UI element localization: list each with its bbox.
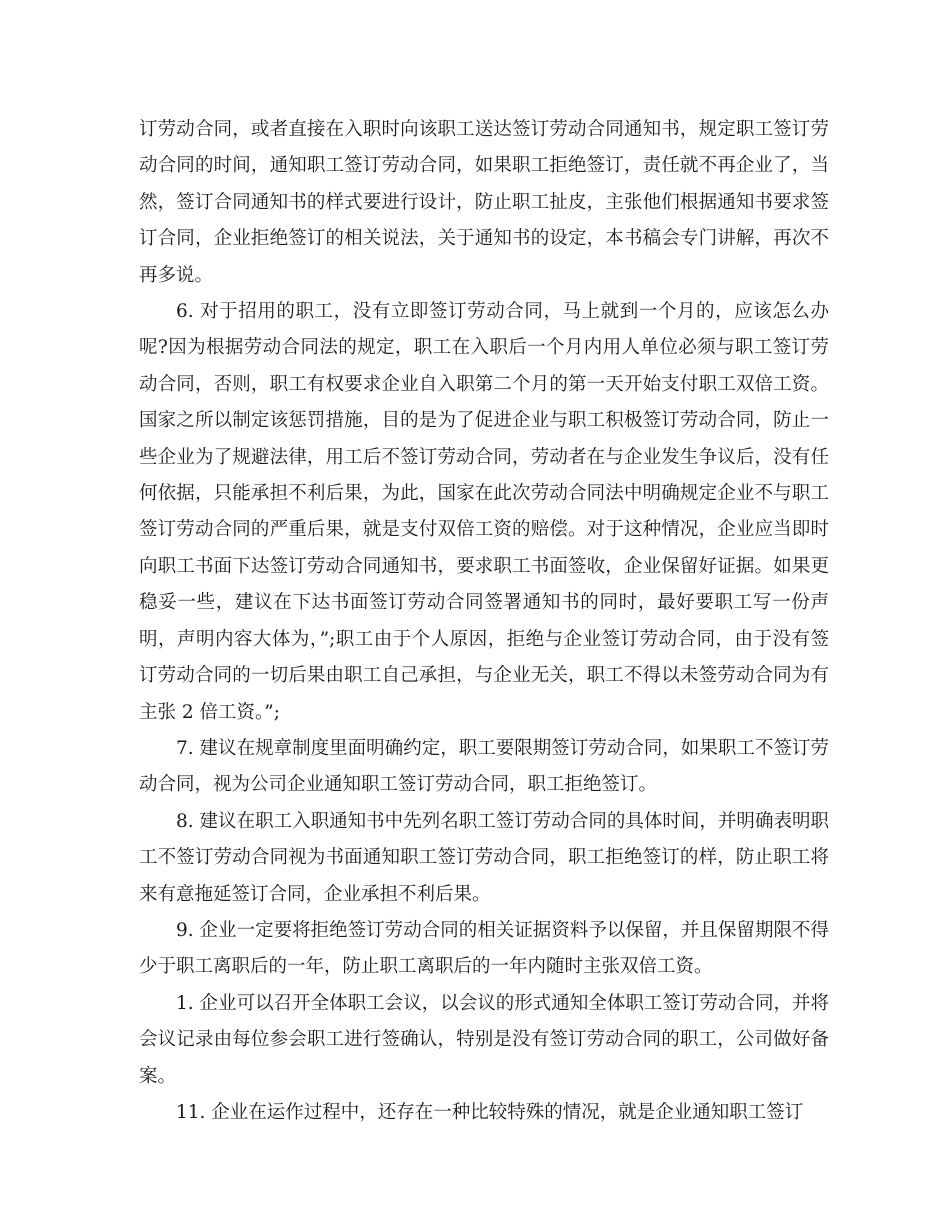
paragraph-continuation: 订劳动合同，或者直接在入职时向该职工送达签订劳动合同通知书，规定职工签订劳动合同的时间，通知职工签订劳动合同，如果职工拒绝签订，责任就不再企业了，当然，签订合同通知书的样式要进行设计，防止职工扯皮，主张他们根据通知书要求签订合同，企业拒绝签订的相关说法，关于通知书的设定，本书稿会专门讲解，再次不再多说。 xyxy=(139,119,829,286)
paragraph-item-8: 8. 建议在职工入职通知书中先列名职工签订劳动合同的具体时间，并明确表明职工不签订劳动合同视为书面通知职工签订劳动合同，职工拒绝签订的样，防止职工将来有意拖延签订合同，企业承担不利后果。 xyxy=(139,810,829,905)
paragraph-item-1: 1. 企业可以召开全体职工会议，以会议的形式通知全体职工签订劳动合同，并将会议记录由每位参会职工进行签确认，特别是没有签订劳动合同的职工，公司做好备案。 xyxy=(139,992,829,1087)
paragraph-item-6: 6. 对于招用的职工，没有立即签订劳动合同，马上就到一个月的，应该怎么办呢?因为根据劳动合同法的规定，职工在入职后一个月内用人单位必须与职工签订劳动合同，否则，职工有权要求企业自入职第二个月的第一天开始支付职工双倍工资。国家之所以制定该惩罚措施，目的是为了促进企业与职工积极签订劳动合同，防止一些企业为了规避法律，用工后不签订劳动合同，劳动者在与企业发生争议后，没有任何依据，只能承担不利后果，为此，国家在此次劳动合同法中明确规定企业不与职工签订劳动合同的严重后果，就是支付双倍工资的赔偿。对于这种情况，企业应当即时向职工书面下达签订劳动合同通知书，要求职工书面签收，企业保留好证据。如果更稳妥一些，建议在下达书面签订劳动合同签署通知书的同时，最好要职工写一份声明，声明内容大体为，”;职工由于个人原因，拒绝与企业签订劳动合同，由于没有签订劳动合同的一切后果由职工自己承担，与企业无关，职工不得以未签劳动合同为有主张 2 倍工资。”; xyxy=(139,301,829,723)
paragraph-item-9: 9. 企业一定要将拒绝签订劳动合同的相关证据资料予以保留，并且保留期限不得少于职工离职后的一年，防止职工离职后的一年内随时主张双倍工资。 xyxy=(139,919,829,978)
document-body xyxy=(139,112,829,1131)
paragraph-item-7: 7. 建议在规章制度里面明确约定，职工要限期签订劳动合同，如果职工不签订劳动合同，视为公司企业通知职工签订劳动合同，职工拒绝签订。 xyxy=(139,737,829,796)
paragraph-item-11: 11. 企业在运作过程中，还存在一种比较特殊的情况，就是企业通知职工签订 xyxy=(176,1101,804,1123)
